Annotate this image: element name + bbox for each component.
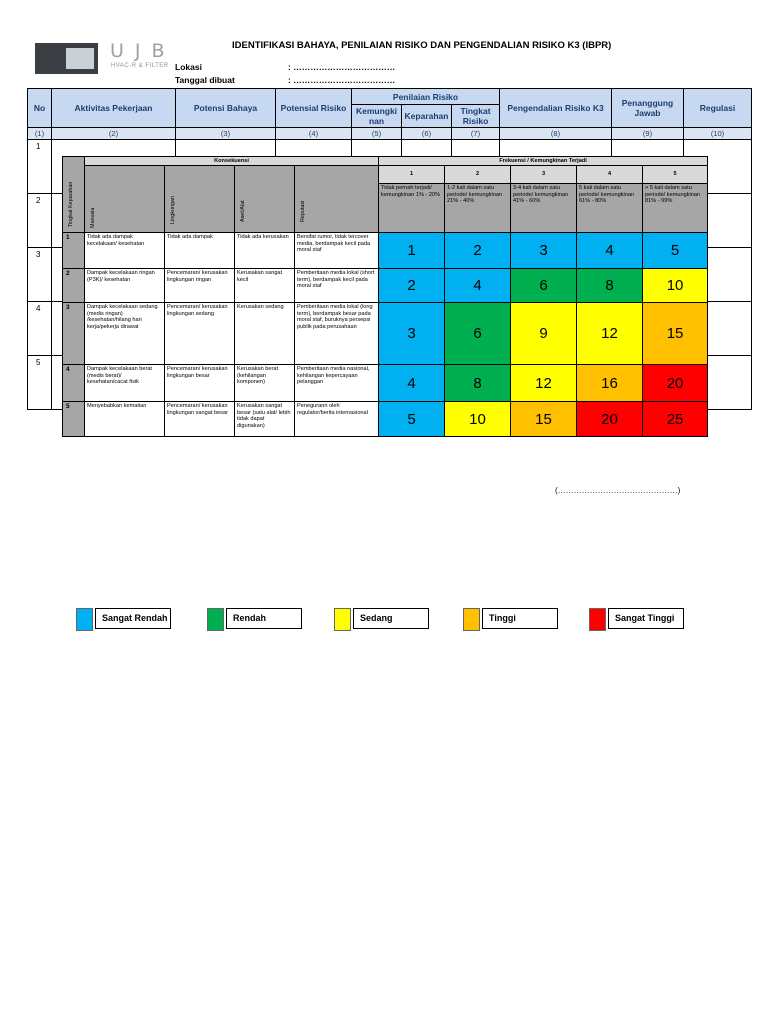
- header-penanggung-jawab: Penanggung Jawab: [612, 89, 684, 128]
- konsekuensi-aset: Kerusakan sedang: [235, 303, 295, 365]
- logo-mark: [35, 43, 98, 74]
- frekuensi-desc: 5 kali dalam satu periode/ kemungkinan 61% - 80%: [577, 184, 643, 233]
- risk-score-cell: 20: [643, 365, 708, 402]
- legend-label: Sangat Rendah: [95, 608, 171, 629]
- matrix-row: [63, 269, 708, 303]
- risk-score-cell: 9: [511, 303, 577, 365]
- col-number: (4): [276, 128, 352, 140]
- konsekuensi-aset: Kerusakan sangat besar (satu alat/ lebih tidak dapat digunakan): [235, 402, 295, 437]
- header-potensi-bahaya: Potensi Bahaya: [176, 89, 276, 128]
- header-aktivitas: Aktivitas Pekerjaan: [52, 89, 176, 128]
- risk-score-cell: 16: [577, 365, 643, 402]
- konsekuensi-manusia: Dampak kecelakaan berat (medis berat)/ kesehatan/cacat fisik: [85, 365, 165, 402]
- row-number: 2: [28, 194, 52, 248]
- konsekuensi-col-lingkungan: Lingkungan: [165, 166, 235, 233]
- frekuensi-header: Frekuensi / Kemungkinan Terjadi: [379, 157, 708, 166]
- risk-score-cell: 4: [445, 269, 511, 303]
- header-no: No: [28, 89, 52, 128]
- frekuensi-level: 1: [379, 166, 445, 184]
- konsekuensi-lingkungan: Tidak ada dampak: [165, 233, 235, 269]
- matrix-row: [63, 233, 708, 269]
- konsekuensi-manusia: Menyebabkan kematian: [85, 402, 165, 437]
- konsekuensi-manusia: Tidak ada dampak kecelakaan/ kesehatan: [85, 233, 165, 269]
- konsekuensi-manusia: Dampak kecelakaan ringan (P3K)/ kesehatan: [85, 269, 165, 303]
- konsekuensi-aset: Tidak ada kerusakan: [235, 233, 295, 269]
- frekuensi-desc: 1-2 kali dalam satu periode/ kemungkinan 21% - 40%: [445, 184, 511, 233]
- frekuensi-level: 2: [445, 166, 511, 184]
- lokasi-label: Lokasi: [175, 62, 202, 72]
- severity-level: 4: [63, 365, 85, 402]
- matrix-row: [63, 402, 708, 437]
- col-number: (9): [612, 128, 684, 140]
- konsekuensi-col-reputasi: Reputasi: [295, 166, 379, 233]
- risk-score-cell: 6: [511, 269, 577, 303]
- matrix-row: [63, 303, 708, 365]
- logo-subtitle: HVAC-R & FILTER: [111, 63, 169, 69]
- risk-score-cell: 25: [643, 402, 708, 437]
- header-kemungkinan: Kemungki nan: [352, 105, 402, 128]
- konsekuensi-manusia: Dampak kecelakaan sedang (medis ringan) /kesehatan/hilang hari kerja/pekerja dirawat: [85, 303, 165, 365]
- konsekuensi-reputasi: Pemberitaan media nasional, kehilangan kepercayaan pelanggan: [295, 365, 379, 402]
- frekuensi-desc: > 5 kali dalam satu periode/ kemungkinan 81% - 99%: [643, 184, 708, 233]
- konsekuensi-aset: Kerusakan sangat kecil: [235, 269, 295, 303]
- konsekuensi-lingkungan: Pencemaran/ kerusakan lingkungan sedang: [165, 303, 235, 365]
- tanggal-value: : ………………………………: [288, 75, 396, 85]
- row-number: 1: [28, 140, 52, 194]
- konsekuensi-aset: Kerusakan berat (kehilangan komponen): [235, 365, 295, 402]
- konsekuensi-reputasi: Pemberitaan media lokal (long term), berdampak besar pada moral staf, buruknya persepsi publik pada perusahaan: [295, 303, 379, 365]
- legend-label: Sedang: [353, 608, 429, 629]
- risk-score-cell: 10: [643, 269, 708, 303]
- konsekuensi-lingkungan: Pencemaran/ kerusakan lingkungan sangat besar: [165, 402, 235, 437]
- konsekuensi-reputasi: Pemberitaan media lokal (short term), berdampak kecil pada moral staf: [295, 269, 379, 303]
- risk-score-cell: 8: [577, 269, 643, 303]
- legend-swatch: [334, 608, 351, 631]
- risk-score-cell: 3: [511, 233, 577, 269]
- risk-score-cell: 5: [643, 233, 708, 269]
- risk-score-cell: 1: [379, 233, 445, 269]
- risk-score-cell: 20: [577, 402, 643, 437]
- konsekuensi-header: Konsekuensi: [85, 157, 379, 166]
- logo-letters: UJB: [110, 40, 176, 62]
- row-number: 4: [28, 302, 52, 356]
- tanggal-label: Tanggal dibuat: [175, 75, 235, 85]
- col-number: (10): [684, 128, 752, 140]
- severity-level: 2: [63, 269, 85, 303]
- legend-swatch: [76, 608, 93, 631]
- risk-score-cell: 4: [379, 365, 445, 402]
- risk-score-cell: 2: [379, 269, 445, 303]
- frekuensi-level: 5: [643, 166, 708, 184]
- col-number: (5): [352, 128, 402, 140]
- konsekuensi-col-aset: Aset/Alat: [235, 166, 295, 233]
- severity-axis-label: Tingkat Keparahan: [63, 157, 85, 233]
- header-potensial-risiko: Potensial Risiko: [276, 89, 352, 128]
- legend-label: Rendah: [226, 608, 302, 629]
- matrix-row: [63, 365, 708, 402]
- header-tingkat-risiko: Tingkat Risiko: [452, 105, 500, 128]
- konsekuensi-col-manusia: Manusia: [85, 166, 165, 233]
- header-regulasi: Regulasi: [684, 89, 752, 128]
- col-number: (1): [28, 128, 52, 140]
- col-number: (2): [52, 128, 176, 140]
- konsekuensi-reputasi: Bersifat rumor, tidak tercover media, berdampak kecil pada moral staf: [295, 233, 379, 269]
- frekuensi-level: 3: [511, 166, 577, 184]
- row-number: 3: [28, 248, 52, 302]
- risk-score-cell: 2: [445, 233, 511, 269]
- risk-score-cell: 6: [445, 303, 511, 365]
- konsekuensi-reputasi: Penegurann oleh regulator/berita internasional: [295, 402, 379, 437]
- risk-score-cell: 3: [379, 303, 445, 365]
- header-pengendalian: Pengendalian Risiko K3: [500, 89, 612, 128]
- col-number: (7): [452, 128, 500, 140]
- col-number: (8): [500, 128, 612, 140]
- signature-line: (………………………………………): [555, 486, 681, 495]
- legend-swatch: [463, 608, 480, 631]
- col-number: (3): [176, 128, 276, 140]
- col-number: (6): [402, 128, 452, 140]
- header-penilaian-risiko: Penilaian Risiko: [352, 89, 500, 105]
- frekuensi-desc: 3-4 kali dalam satu periode/ kemungkinan 41% - 60%: [511, 184, 577, 233]
- document-title: IDENTIFIKASI BAHAYA, PENILAIAN RISIKO DAN PENGENDALIAN RISIKO K3 (IBPR): [232, 40, 612, 51]
- risk-score-cell: 5: [379, 402, 445, 437]
- risk-score-cell: 15: [511, 402, 577, 437]
- frekuensi-level: 4: [577, 166, 643, 184]
- severity-level: 3: [63, 303, 85, 365]
- konsekuensi-lingkungan: Pencemaran/ kerusakan lingkungan ringan: [165, 269, 235, 303]
- konsekuensi-lingkungan: Pencemaran/ kerusakan lingkungan besar: [165, 365, 235, 402]
- risk-score-cell: 10: [445, 402, 511, 437]
- risk-score-cell: 4: [577, 233, 643, 269]
- header-keparahan: Keparahan: [402, 105, 452, 128]
- legend-label: Sangat Tinggi: [608, 608, 684, 629]
- risk-matrix: [62, 156, 708, 437]
- legend-swatch: [207, 608, 224, 631]
- legend-swatch: [589, 608, 606, 631]
- severity-level: 1: [63, 233, 85, 269]
- lokasi-value: : ………………………………: [288, 62, 396, 72]
- row-number: 5: [28, 356, 52, 410]
- risk-score-cell: 8: [445, 365, 511, 402]
- frekuensi-desc: Tidak pernah terjadi/ kemungkinan 1% - 20%: [379, 184, 445, 233]
- risk-score-cell: 12: [511, 365, 577, 402]
- risk-score-cell: 15: [643, 303, 708, 365]
- severity-level: 5: [63, 402, 85, 437]
- risk-score-cell: 12: [577, 303, 643, 365]
- legend-label: Tinggi: [482, 608, 558, 629]
